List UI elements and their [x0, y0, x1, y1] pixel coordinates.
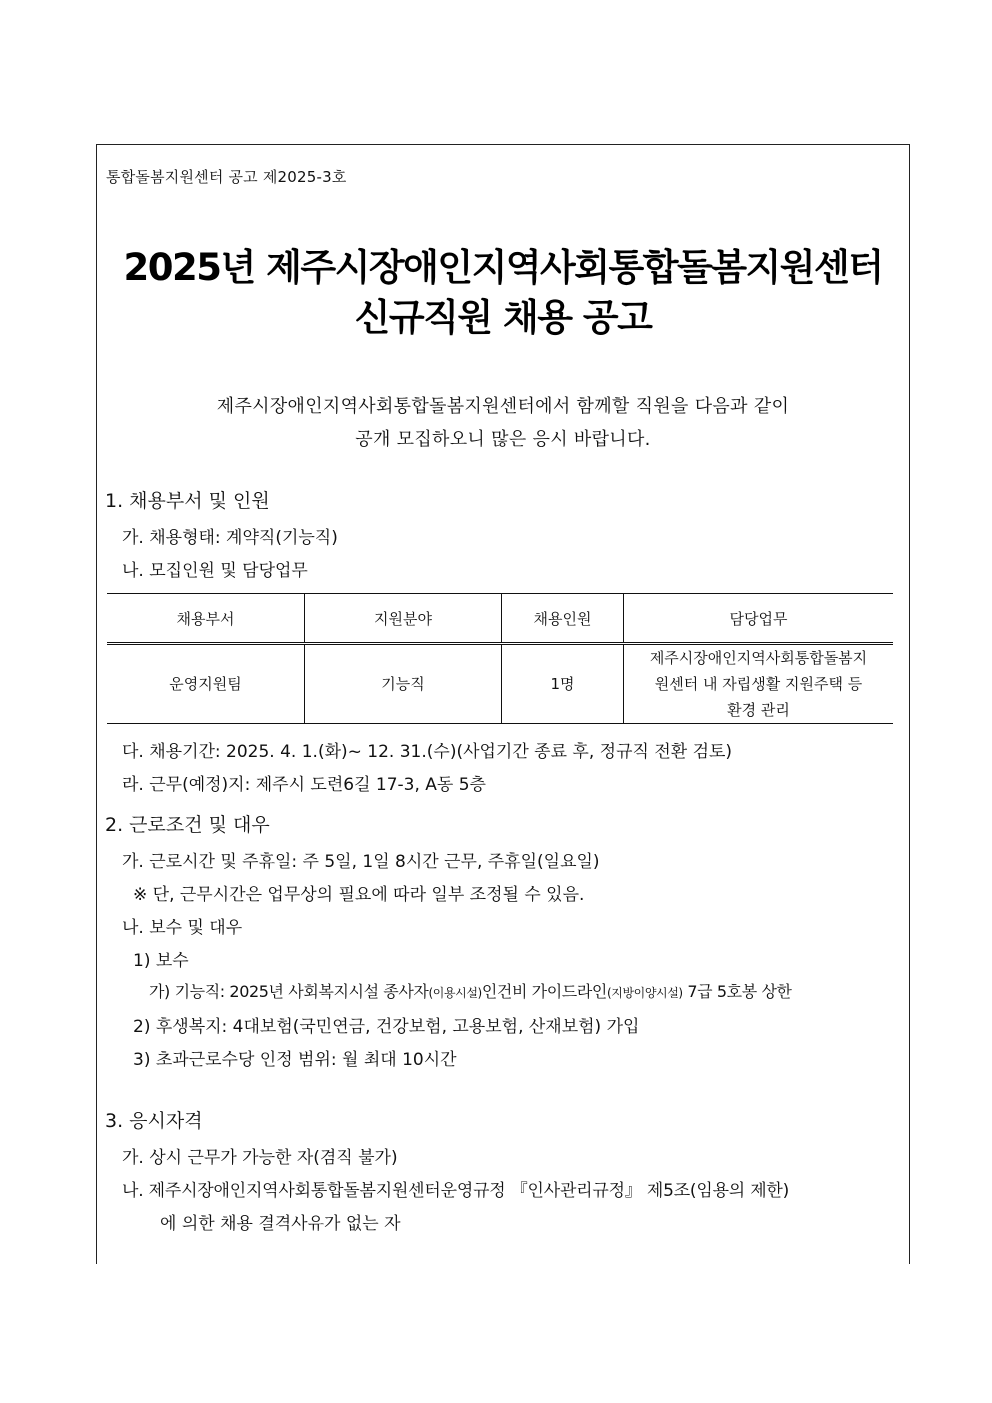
- section2-sub2: 2) 후생복지: 4대보험(국민연금, 건강보험, 고용보험, 산재보험) 가입: [133, 1017, 640, 1037]
- pay-text-d: (지방이양시설): [606, 986, 683, 1000]
- intro-line2: 공개 모집하오니 많은 응시 바랍니다.: [355, 429, 651, 450]
- table-header-department: 채용부서: [107, 594, 305, 644]
- section2-heading: 2. 근로조건 및 대우: [105, 814, 270, 836]
- table-header-row: [107, 594, 893, 644]
- table-row: [107, 644, 893, 724]
- cell-duties: [624, 644, 894, 724]
- recruitment-table: [107, 593, 893, 724]
- section1-heading: 1. 채용부서 및 인원: [105, 490, 270, 512]
- pay-text-e: 7급 5호봉 상한: [682, 982, 792, 1001]
- section2-item-na: 나. 보수 및 대우: [122, 918, 243, 938]
- section2-sub1-ga: [149, 979, 792, 1002]
- page-title-line2: 신규직원 채용 공고: [354, 296, 652, 339]
- section1-item-da: 다. 채용기간: 2025. 4. 1.(화)~ 12. 31.(수)(사업기간 종료 후, 정규직 전환 검토): [122, 742, 733, 762]
- pay-text-a: 가) 기능직: 2025년 사회복지시설 종사자: [149, 982, 429, 1001]
- section1-item-ra: 라. 근무(예정)지: 제주시 도련6길 17-3, A동 5층: [122, 775, 486, 795]
- cell-department: 운영지원팀: [107, 644, 305, 724]
- cell-field: 기능직: [305, 644, 502, 724]
- duties-line1: 제주시장애인지역사회통합돌봄지: [649, 649, 868, 667]
- duties-line2: 원센터 내 자립생활 지원주택 등: [654, 675, 863, 693]
- intro-line1: 제주시장애인지역사회통합돌봄지원센터에서 함께할 직원을 다음과 같이: [216, 396, 790, 417]
- section2-sub1: 1) 보수: [133, 951, 189, 971]
- notice-number: 통합돌봄지원센터 공고 제2025-3호: [106, 168, 347, 186]
- table-header-duties: 담당업무: [624, 594, 894, 644]
- section2-item-ga: 가. 근로시간 및 주휴일: 주 5일, 1일 8시간 근무, 주휴일(일요일): [122, 852, 600, 872]
- section3-item-na-line1: 나. 제주시장애인지역사회통합돌봄지원센터운영규정 『인사관리규정』 제5조(임용의 제한): [122, 1181, 790, 1201]
- pay-text-b: (이용시설): [428, 986, 482, 1000]
- section1-item-ga: 가. 채용형태: 계약직(기능직): [122, 528, 338, 548]
- page-title-line1: 2025년 제주시장애인지역사회통합돌봄지원센터: [123, 246, 883, 289]
- pay-text-c: 인건비 가이드라인: [481, 982, 607, 1001]
- section2-note: ※ 단, 근무시간은 업무상의 필요에 따라 일부 조정될 수 있음.: [133, 885, 585, 905]
- section3-item-ga: 가. 상시 근무가 가능한 자(겸직 불가): [122, 1148, 398, 1168]
- section3-heading: 3. 응시자격: [105, 1110, 203, 1132]
- section1-item-na: 나. 모집인원 및 담당업무: [122, 561, 308, 581]
- section3-item-na-line2: 에 의한 채용 결격사유가 없는 자: [160, 1214, 401, 1234]
- table-header-count: 채용인원: [502, 594, 624, 644]
- section2-sub3: 3) 초과근로수당 인정 범위: 월 최대 10시간: [133, 1050, 457, 1070]
- duties-line3: 환경 관리: [727, 701, 790, 719]
- cell-count: 1명: [502, 644, 624, 724]
- table-header-field: 지원분야: [305, 594, 502, 644]
